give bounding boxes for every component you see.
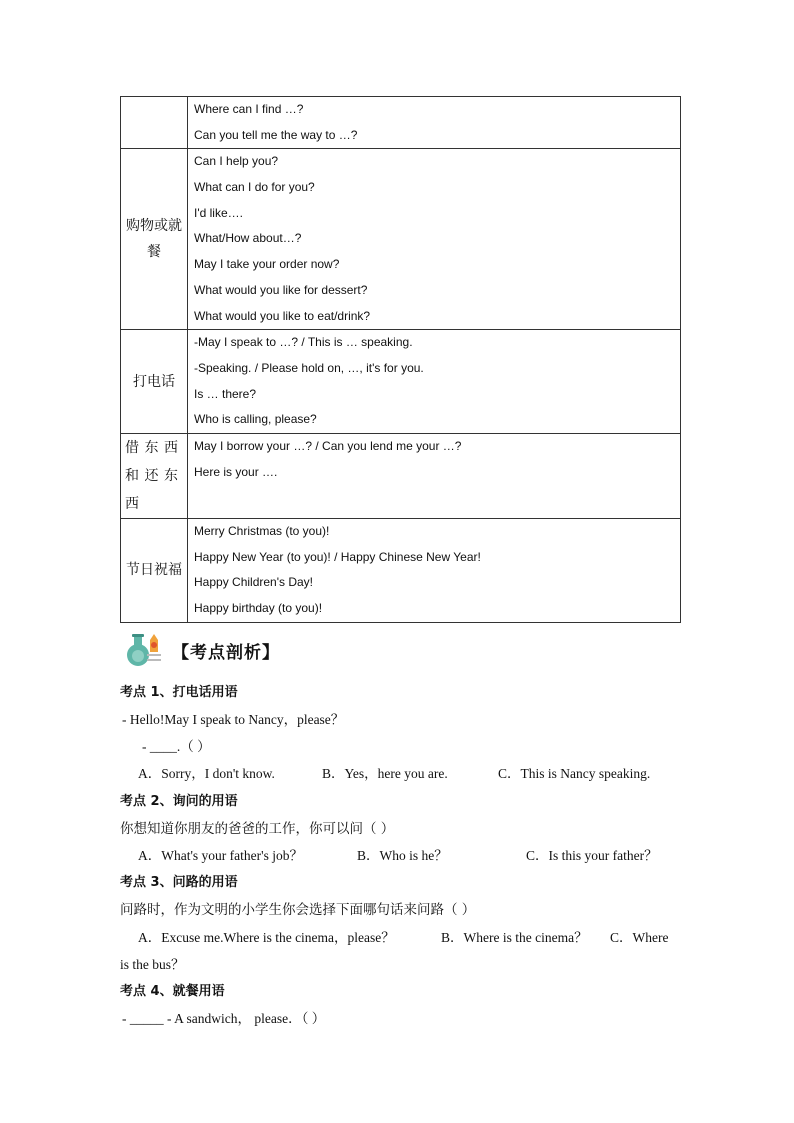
- phrases-cell: [188, 149, 681, 330]
- phrase-line: Happy New Year (to you)! / Happy Chinese New Year!: [194, 549, 481, 564]
- point-3-option-c: C．Where: [610, 930, 669, 945]
- point-3-option-c-continued: is the bus？: [120, 957, 185, 972]
- point-1-option-a: A．Sorry，I don't know.: [138, 766, 275, 781]
- category-cell: [121, 97, 188, 149]
- phrases-cell: [188, 518, 681, 622]
- table-row: [121, 518, 681, 622]
- phrase-line: What/How about…?: [194, 231, 302, 246]
- phrase-line: Merry Christmas (to you)!: [194, 523, 330, 538]
- category-label: 借东西和还东西: [125, 439, 183, 512]
- point-2-question: 你想知道你朋友的爸爸的工作，你可以问（ ）: [120, 821, 395, 837]
- point-2-option-c: C．Is this your father？: [526, 848, 658, 863]
- category-label: 打电话: [133, 373, 175, 390]
- phrase-line: I'd like….: [194, 205, 243, 220]
- flask-icon: [124, 632, 164, 668]
- point-1-option-b: B．Yes，here you are.: [322, 766, 448, 781]
- category-cell: [121, 433, 188, 518]
- point-2-title: 考点 2、询问的用语: [120, 794, 238, 809]
- section-header: [124, 632, 280, 668]
- phrase-line: Can you tell me the way to …?: [194, 127, 358, 142]
- phrase-line: Happy Children's Day!: [194, 575, 314, 590]
- phrases-cell: [188, 97, 681, 149]
- phrase-line: What can I do for you?: [194, 180, 315, 195]
- point-4-question: - _____ - A sandwich， please．（ ）: [122, 1011, 326, 1026]
- point-1-title: 考点 1、打电话用语: [120, 685, 238, 700]
- section-title: 【考点剖析】: [172, 642, 280, 663]
- point-4-title: 考点 4、就餐用语: [120, 984, 225, 999]
- phrase-line: Happy birthday (to you)!: [194, 601, 323, 615]
- phrases-cell: [188, 330, 681, 434]
- table-row: [121, 330, 681, 434]
- point-2-option-a: A．What's your father's job？: [138, 848, 303, 863]
- point-3-option-a: A．Excuse me.Where is the cinema，please？: [138, 930, 395, 945]
- category-cell: [121, 330, 188, 434]
- phrase-line: Can I help you?: [194, 154, 279, 169]
- point-1-question: - Hello!May I speak to Nancy，please？: [122, 712, 345, 727]
- phrase-line: What would you like to eat/drink?: [194, 308, 371, 323]
- point-3-option-b: B．Where is the cinema？: [441, 930, 588, 945]
- phrase-line: -Speaking. / Please hold on, …, it's for you.: [194, 360, 424, 375]
- table-row: [121, 149, 681, 330]
- category-cell: [121, 518, 188, 622]
- point-3-question: 问路时，作为文明的小学生你会选择下面哪句话来问路（ ）: [120, 902, 476, 918]
- phrase-table: [120, 96, 681, 623]
- phrase-line: Where can I find …?: [194, 102, 304, 116]
- table-row: [121, 433, 681, 518]
- point-2-option-b: B．Who is he？: [357, 848, 448, 863]
- phrases-cell: [188, 433, 681, 518]
- category-label: 节日祝福: [126, 562, 182, 579]
- phrase-line: May I borrow your …? / Can you lend me your …?: [194, 438, 462, 453]
- phrase-line: May I take your order now?: [194, 257, 340, 272]
- point-1-answer-blank: - ____.（ ）: [142, 739, 211, 754]
- phrase-line: -May I speak to …? / This is … speaking.: [194, 335, 413, 350]
- phrase-line: Here is your ….: [194, 464, 278, 479]
- point-3-title: 考点 3、问路的用语: [120, 875, 238, 890]
- category-label: 购物或就餐: [126, 218, 182, 261]
- phrase-line: Who is calling, please?: [194, 412, 317, 427]
- category-cell: [121, 149, 188, 330]
- phrase-line: Is … there?: [194, 386, 257, 401]
- table-row: [121, 97, 681, 149]
- phrase-line: What would you like for dessert?: [194, 282, 368, 297]
- point-1-option-c: C．This is Nancy speaking.: [498, 766, 651, 781]
